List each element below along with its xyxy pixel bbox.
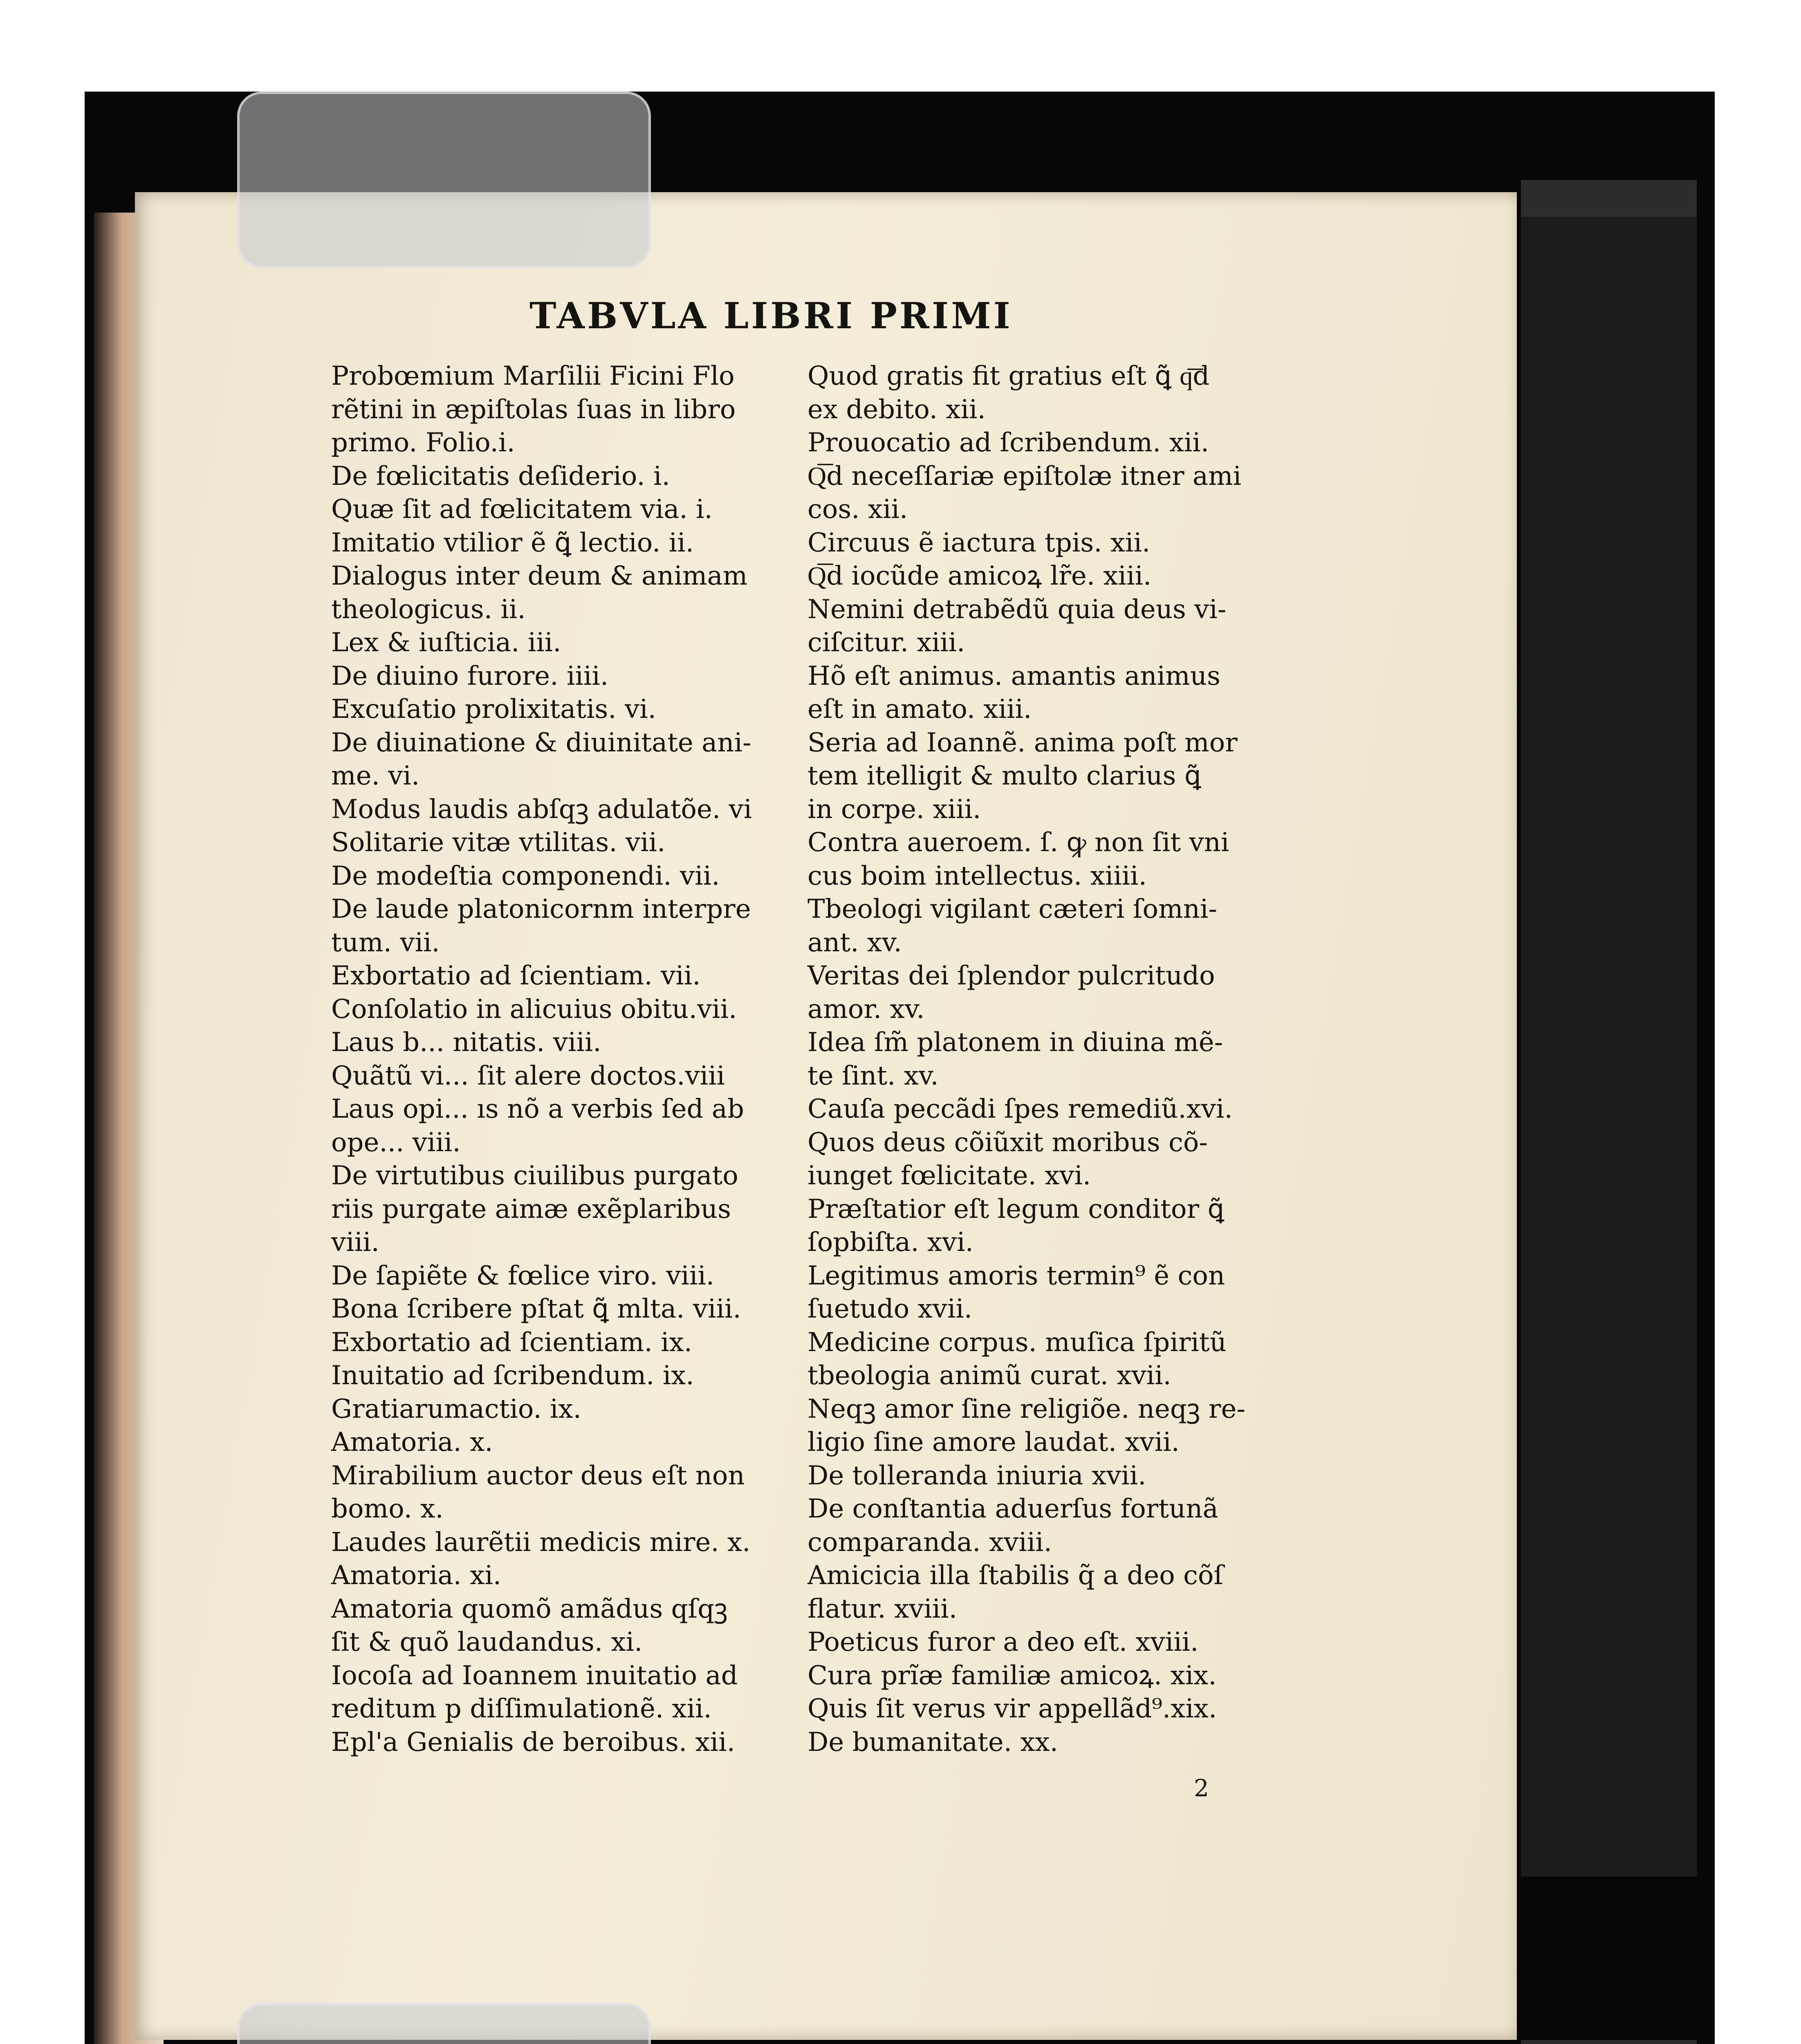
cradle-bar-top — [1521, 180, 1697, 217]
index-entry: Seria ad Ioannẽ. anima poſt mor — [807, 727, 1238, 758]
index-entry: ſopbiſta. xvi. — [807, 1227, 973, 1257]
index-entry: ope... viii. — [331, 1127, 461, 1158]
index-entry: theologicus. ii. — [331, 594, 526, 625]
page-heading: TABVLA LIBRI PRIMI — [529, 294, 1013, 337]
index-entry: De virtutibus ciuilibus purgato — [331, 1161, 738, 1191]
bottom-page-clamp — [237, 2003, 651, 2044]
index-entry: ciſcitur. xiii. — [807, 628, 965, 658]
index-entry: Probœmium Marſilii Ficini Flo — [331, 361, 735, 391]
index-entry: Præſtatior eſt legum conditor ꝗ̃ — [807, 1194, 1225, 1224]
index-entry: Contra aueroem. ſ. ꝙ non ſit vni — [807, 827, 1229, 858]
index-entry: te ſint. xv. — [807, 1060, 939, 1091]
index-entry: in corpe. xiii. — [807, 794, 981, 825]
index-entry: ligio ſine amore laudat. xvii. — [807, 1427, 1180, 1457]
index-entry: reditum p diſſimulationẽ. xii. — [331, 1694, 712, 1724]
index-entry: Tbeologi vigilant cæteri ſomni- — [807, 894, 1218, 924]
index-entry: comparanda. xviii. — [807, 1527, 1052, 1558]
index-entry: Legitimus amoris termin⁹ ẽ con — [807, 1260, 1225, 1291]
index-entry: Quæ ſit ad fœlicitatem via. i. — [331, 494, 713, 524]
index-entry: flatur. xviii. — [807, 1594, 958, 1624]
index-entry: Excuſatio prolixitatis. vi. — [331, 694, 656, 724]
index-entry: ant. xv. — [807, 927, 902, 958]
index-entry: De tolleranda iniuria xvii. — [807, 1460, 1146, 1491]
index-entry: Laus opi... ıs nõ a verbis ſed ab — [331, 1094, 744, 1124]
index-entry: De bumanitate. xx. — [807, 1727, 1058, 1757]
index-entry: Circuus ẽ iactura tpis. xii. — [807, 527, 1151, 558]
index-entry: riis purgate aimæ exẽplaribus — [331, 1194, 731, 1224]
index-entry: De diuinatione & diuinitate ani- — [331, 727, 751, 758]
index-entry: tbeologia animũ curat. xvii. — [807, 1360, 1171, 1391]
index-entry: Poeticus furor a deo eſt. xviii. — [807, 1627, 1199, 1657]
index-entry: Solitarie vitæ vtilitas. vii. — [331, 827, 666, 858]
index-entry: tem itelligit & multo clarius ꝗ̃ — [807, 761, 1201, 791]
index-entry: Hõ eſt animus. amantis animus — [807, 661, 1220, 691]
index-entry: primo. Folio.i. — [331, 428, 515, 458]
index-entry: Gratiarumactio. ix. — [331, 1394, 581, 1424]
index-entry: Q͞d neceſſariæ epiſtolæ itner ami — [807, 461, 1242, 491]
index-entry: Iocoſa ad Ioannem inuitatio ad — [331, 1660, 738, 1691]
index-entry: eſt in amato. xiii. — [807, 694, 1032, 724]
index-entry: Imitatio vtilior ẽ ꝗ̃ lectio. ii. — [331, 527, 694, 558]
index-entry: Quãtũ vi... ſit alere doctos.viii — [331, 1060, 725, 1091]
index-entry: Cauſa peccãdi ſpes remediũ.xvi. — [807, 1094, 1233, 1124]
index-entry: Laudes laurẽtii medicis mire. x. — [331, 1527, 751, 1558]
index-entry: Exbortatio ad ſcientiam. vii. — [331, 961, 701, 991]
index-entry: Quis ſit verus vir appellãd⁹.xix. — [807, 1694, 1217, 1724]
index-entry: tum. vii. — [331, 927, 440, 958]
index-entry: cus boim intellectus. xiiii. — [807, 861, 1147, 891]
index-entry: Amatoria. x. — [331, 1427, 493, 1457]
index-entry: ſuetudo xvii. — [807, 1294, 973, 1324]
index-entry: Prouocatio ad ſcribendum. xii. — [807, 428, 1209, 458]
index-entry: De ſapiẽte & fœlice viro. viii. — [331, 1260, 715, 1291]
index-entry: bomo. x. — [331, 1494, 444, 1524]
index-entry: Epl'a Genialis de beroibus. xii. — [331, 1727, 735, 1757]
index-entry: Laus b... nitatis. viii. — [331, 1027, 601, 1058]
index-entry: De laude platonicornm interpre — [331, 894, 751, 924]
index-entry: cos. xii. — [807, 494, 908, 524]
index-entry: Idea ſm̃ platonem in diuina mẽ- — [807, 1027, 1223, 1058]
index-entry: Nemini detrabẽdũ quia deus vi- — [807, 594, 1227, 625]
index-entry: Bona ſcribere pſtat ꝗ̃ mlta. viii. — [331, 1294, 741, 1324]
index-entry: Veritas dei ſplendor pulcritudo — [807, 961, 1215, 991]
index-entry: Neqꝫ amor ſine religiõe. neqꝫ re- — [807, 1394, 1245, 1424]
index-entry: me. vi. — [331, 761, 420, 791]
index-entry: Dialogus inter deum & animam — [331, 561, 748, 591]
index-entry: Inuitatio ad ſcribendum. ix. — [331, 1360, 694, 1391]
index-entry: rẽtini in æpiſtolas ſuas in libro — [331, 394, 736, 425]
index-entry: Quos deus cõiũxit moribus cõ- — [807, 1127, 1208, 1158]
index-entry: amor. xv. — [807, 994, 925, 1024]
signature-mark: 2 — [1194, 1774, 1209, 1802]
index-entry: Lex & iuſticia. iii. — [331, 628, 561, 658]
index-entry: Q͞d iocũde amicoꝝ lr̃e. xiii. — [807, 561, 1152, 591]
index-entry: viii. — [331, 1227, 379, 1257]
index-entry: De diuino furore. iiii. — [331, 661, 609, 691]
index-entry: De fœlicitatis deſiderio. i. — [331, 461, 670, 491]
index-entry: Cura prĩæ familiæ amicoꝝ. xix. — [807, 1660, 1217, 1691]
index-entry: Amatoria. xi. — [331, 1560, 502, 1591]
index-entry: Conſolatio in alicuius obitu.vii. — [331, 994, 737, 1024]
index-entry: De modeſtia componendi. vii. — [331, 861, 720, 891]
index-entry: Amatoria quomõ amãdus qſqꝫ — [331, 1594, 728, 1624]
book-cradle-panel — [1521, 180, 1697, 1876]
index-entry: iunget fœlicitate. xvi. — [807, 1161, 1091, 1191]
index-entry: Modus laudis abſqꝫ adulatõe. vi — [331, 794, 752, 825]
index-entry: Exbortatio ad ſcientiam. ix. — [331, 1327, 693, 1358]
top-page-clamp — [237, 92, 651, 268]
index-right-column — [807, 360, 1245, 1759]
index-entry: Quod gratis fit gratius eſt ꝗ̃ q͞d — [807, 361, 1210, 391]
cradle-bar-bottom — [1521, 2040, 1697, 2044]
index-entry: Mirabilium auctor deus eſt non — [331, 1460, 745, 1491]
index-left-column — [331, 360, 752, 1759]
index-entry: Medicine corpus. muſica ſpiritũ — [807, 1327, 1227, 1358]
index-entry: De conſtantia aduerſus fortunã — [807, 1494, 1218, 1524]
index-entry: ſit & quõ laudandus. xi. — [331, 1627, 643, 1657]
index-entry: Amicicia illa ſtabilis q̃ a deo cõſ — [807, 1560, 1224, 1591]
index-entry: ex debito. xii. — [807, 394, 986, 425]
